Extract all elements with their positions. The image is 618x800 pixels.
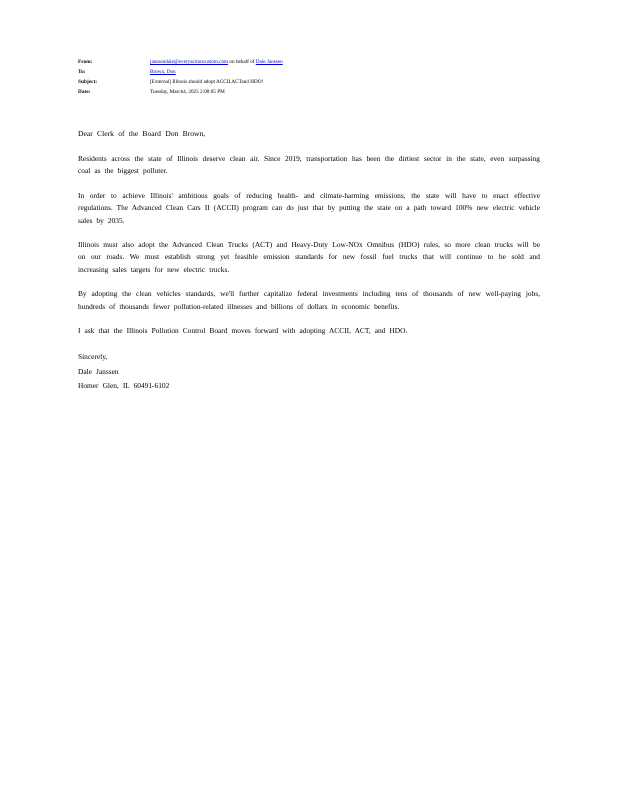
letter-signoff (78, 351, 540, 392)
letter-body (78, 128, 540, 394)
letter-paragraph: Residents across the state of Illinois deserve clean air. Since 2019, transportation has been the dirtiest sector in the state, even surpassing coal as the biggest polluter. (78, 154, 540, 176)
header-label-subject: Subject: (78, 79, 98, 85)
from-email-link[interactable]: janssendale@everyactioncustom.com (150, 59, 229, 65)
email-header-table (78, 58, 540, 98)
header-row-to (78, 68, 540, 78)
header-row-from (78, 58, 540, 68)
letter-paragraph: By adopting the clean vehicles standards, we'll further capitalize federal investments including tens of thousands of new well-paying jobs, hundreds of thousands fewer pollution-related illnesses and billions of dollars in economic benefits. (78, 289, 540, 311)
header-label-from: From: (78, 59, 93, 65)
email-header-block (78, 58, 540, 98)
from-sender-link[interactable]: Dale Janssen (255, 59, 283, 65)
signoff-name: Dale Janssen (78, 366, 119, 376)
letter-salutation: Dear Clerk of the Board Don Brown, (78, 129, 206, 138)
signoff-location: Homer Glen, IL 60491-6102 (78, 380, 170, 390)
header-row-date (78, 88, 540, 98)
header-value-to (150, 68, 540, 78)
to-recipient-link[interactable]: Brown, Don (150, 69, 176, 75)
header-row-subject (78, 78, 540, 88)
letter-paragraph: Illinois must also adopt the Advanced Clean Trucks (ACT) and Heavy-Duty Low-NOx Omnibus (HDO) rules, so more clean trucks will be on our roads. We must establish strong yet feasible emission standards for new fossil fuel trucks that will continue to be sold and increasing sales targets for new electric trucks. (78, 240, 540, 274)
header-label-to: To: (78, 69, 86, 75)
letter-paragraph: I ask that the Illinois Pollution Control Board moves forward with adopting ACCII, ACT, and HDO. (78, 326, 408, 336)
signoff-closing: Sincerely, (78, 352, 108, 362)
header-value-date: Tuesday, March4, 2025 2:08:05 PM (150, 89, 225, 95)
header-label-date: Date: (78, 89, 91, 95)
header-value-subject: [External] Illinois should adopt ACCII,ACTand HDO! (150, 79, 264, 85)
letter-paragraph: In order to achieve Illinois' ambitious goals of reducing health- and climate-harming emissions, the state will have to enact effective regulations. The Advanced Clean Cars II (ACCII) program can do just that by putting the state on a path toward 100% new electric vehicle sales by 2035. (78, 190, 540, 225)
header-value-from (150, 58, 540, 68)
from-onbehalf-text: on behalf of (228, 59, 256, 65)
